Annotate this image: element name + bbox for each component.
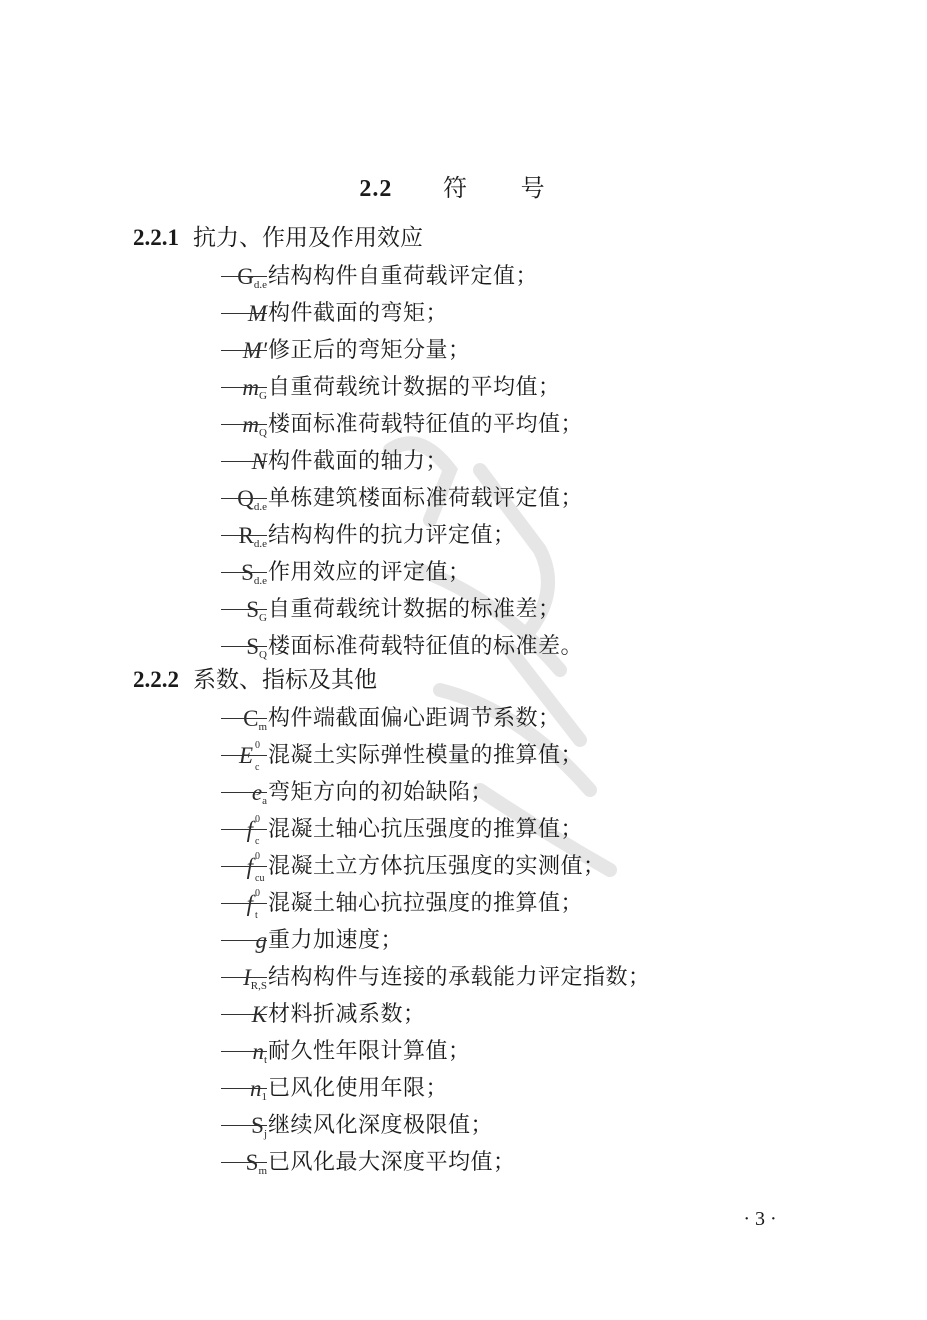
symbol-subscript: c <box>255 836 260 847</box>
symbol-row <box>0 332 927 369</box>
symbol-description: 结构构件的抗力评定值； <box>268 523 516 548</box>
symbol-description: 混凝土立方体抗压强度的实测值； <box>268 854 606 879</box>
em-dash-separator <box>221 755 267 756</box>
section-number: 2.2 <box>359 176 393 202</box>
symbol-scripts <box>253 740 267 773</box>
symbol-row <box>0 811 927 848</box>
em-dash-separator <box>221 350 267 351</box>
symbol-row <box>0 406 927 443</box>
symbol-base: f <box>246 891 253 916</box>
symbol-row <box>0 996 927 1033</box>
symbol-row <box>0 295 927 332</box>
em-dash-separator <box>221 646 267 647</box>
symbol-base: f <box>246 854 253 879</box>
symbol-description: 耐久性年限计算值； <box>268 1039 471 1064</box>
symbol-base: e <box>251 780 263 805</box>
em-dash-separator <box>221 387 267 388</box>
group-heading <box>133 662 377 698</box>
symbol-description: 构件截面的轴力； <box>268 449 449 474</box>
em-dash-separator <box>221 718 267 719</box>
symbol-base: S <box>251 1113 264 1138</box>
em-dash-separator <box>221 1088 267 1089</box>
symbol-base: S <box>245 1150 259 1175</box>
em-dash-separator <box>221 903 267 904</box>
em-dash-separator <box>221 535 267 536</box>
symbol-scripts <box>253 888 267 921</box>
symbol-description: 结构构件与连接的承载能力评定指数； <box>268 965 651 990</box>
symbol-superscript: 0 <box>255 740 260 751</box>
symbol-base: M <box>247 301 267 326</box>
symbol-row <box>0 258 927 295</box>
symbol-base: G <box>237 264 254 289</box>
group-number: 2.2.1 <box>133 225 179 250</box>
symbol-scripts <box>253 814 267 847</box>
symbol-description: 构件截面的弯矩； <box>268 301 449 326</box>
symbol-base: f <box>246 817 253 842</box>
group-heading <box>133 220 423 256</box>
symbol-row <box>0 885 927 922</box>
symbol-description: 楼面标准荷载特征值的平均值； <box>268 412 584 437</box>
symbol <box>246 1144 267 1190</box>
symbol-row <box>0 1070 927 1107</box>
em-dash-separator <box>221 829 267 830</box>
symbol-row <box>0 554 927 591</box>
em-dash-separator <box>221 1125 267 1126</box>
symbol-description: 重力加速度； <box>268 928 404 953</box>
symbol-description: 混凝土轴心抗拉强度的推算值； <box>268 891 584 916</box>
symbol-subscript: d.e <box>253 279 267 291</box>
symbol-subscript: Q <box>259 427 267 439</box>
em-dash-separator <box>221 1162 267 1163</box>
symbol-description: 构件端截面偏心距调节系数； <box>268 706 561 731</box>
symbol-superscript: 0 <box>255 888 260 899</box>
symbol-row <box>0 1107 927 1144</box>
em-dash-separator <box>221 940 267 941</box>
symbol-subscript: t <box>263 1054 267 1066</box>
em-dash-separator <box>221 461 267 462</box>
symbol-description: 弯矩方向的初始缺陷； <box>268 780 494 805</box>
symbol-base: M′ <box>242 338 267 363</box>
symbol-row <box>0 1033 927 1070</box>
em-dash-separator <box>221 866 267 867</box>
symbol-description: 楼面标准荷载特征值的标准差。 <box>268 634 584 659</box>
em-dash-separator <box>221 609 267 610</box>
symbol-base: n <box>252 1039 264 1064</box>
symbol-base: C <box>243 706 259 731</box>
symbol-base: g <box>255 928 267 953</box>
em-dash-separator <box>221 1014 267 1015</box>
em-dash-separator <box>221 1051 267 1052</box>
symbol-row <box>0 517 927 554</box>
em-dash-separator <box>221 424 267 425</box>
symbol-row <box>0 848 927 885</box>
symbol-base: S <box>241 560 254 585</box>
em-dash-separator <box>221 792 267 793</box>
section-title-char: 号 <box>520 174 546 202</box>
symbol-base: m <box>242 412 260 437</box>
symbol-row <box>0 443 927 480</box>
symbol-subscript: d.e <box>253 501 267 513</box>
section-title <box>0 168 927 203</box>
symbol-subscript: d.e <box>253 575 267 587</box>
page-number: · 3 · <box>743 1208 777 1230</box>
symbol-subscript: d.e <box>253 538 267 550</box>
symbol-subscript: Q <box>259 649 267 661</box>
symbol-description: 结构构件自重荷载评定值； <box>268 264 539 289</box>
symbol-superscript: 0 <box>255 851 260 862</box>
symbol-subscript: t <box>255 910 258 921</box>
symbol-subscript: 1 <box>261 1091 267 1103</box>
symbol-base: Q <box>237 486 254 511</box>
symbol-base: n <box>250 1076 262 1101</box>
symbol-description: 修正后的弯矩分量； <box>268 338 471 363</box>
symbol-subscript: c <box>255 762 260 773</box>
symbol-base: N <box>251 449 267 474</box>
symbol-row <box>0 1144 927 1181</box>
symbol-row <box>0 922 927 959</box>
em-dash-separator <box>221 977 267 978</box>
symbol-subscript: R,S <box>250 980 267 992</box>
symbol-scripts <box>253 851 267 884</box>
symbol-base: E <box>238 743 253 768</box>
symbol-subscript: cu <box>255 873 265 884</box>
symbol-subscript: a <box>262 795 267 807</box>
symbol-description: 自重荷载统计数据的平均值； <box>268 375 561 400</box>
symbol-base: K <box>251 1002 267 1027</box>
symbol-row <box>0 774 927 811</box>
symbol-row <box>0 591 927 628</box>
symbol-description: 作用效应的评定值； <box>268 560 471 585</box>
symbol-description: 混凝土实际弹性模量的推算值； <box>268 743 584 768</box>
symbol-description: 材料折减系数； <box>268 1002 426 1027</box>
group-title: 抗力、作用及作用效应 <box>193 225 423 251</box>
symbol-row <box>0 369 927 406</box>
symbol-description: 混凝土轴心抗压强度的推算值； <box>268 817 584 842</box>
symbol-superscript: 0 <box>255 814 260 825</box>
symbol-row <box>0 959 927 996</box>
symbol-row <box>0 628 927 665</box>
symbol-base: S <box>246 634 260 659</box>
symbol-base: R <box>238 523 254 548</box>
group-title: 系数、指标及其他 <box>193 667 377 693</box>
symbol-row <box>0 737 927 774</box>
em-dash-separator <box>221 313 267 314</box>
symbol-subscript: G <box>259 390 267 402</box>
em-dash-separator <box>221 572 267 573</box>
symbol-subscript: m <box>258 721 267 733</box>
symbol-subscript: j <box>263 1128 267 1140</box>
symbol-base: I <box>243 965 251 990</box>
symbol-description: 继续风化深度极限值； <box>268 1113 494 1138</box>
symbol-description: 自重荷载统计数据的标准差； <box>268 597 561 622</box>
symbol-base: m <box>242 375 260 400</box>
symbol-subscript: G <box>259 612 267 624</box>
symbol-row <box>0 700 927 737</box>
symbol-description: 已风化使用年限； <box>268 1076 449 1101</box>
symbol-row <box>0 480 927 517</box>
symbol-subscript: m <box>258 1165 267 1177</box>
group-number: 2.2.2 <box>133 667 179 692</box>
symbol-base: S <box>246 597 260 622</box>
symbol-description: 单栋建筑楼面标准荷载评定值； <box>268 486 584 511</box>
em-dash-separator <box>221 276 267 277</box>
section-title-char: 符 <box>443 174 468 202</box>
symbol-description: 已风化最大深度平均值； <box>268 1150 516 1175</box>
em-dash-separator <box>221 498 267 499</box>
